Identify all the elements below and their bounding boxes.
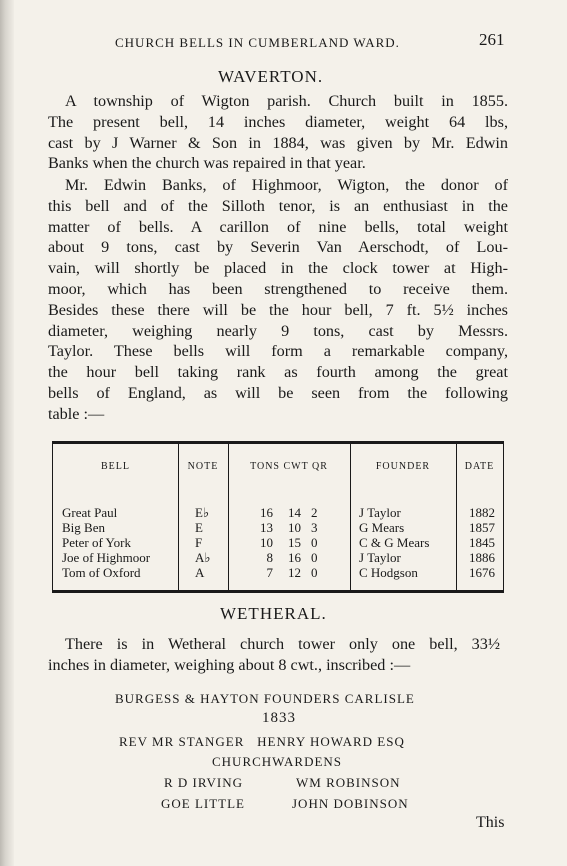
wetheral-paragraph: [48, 634, 500, 676]
table-cell-note: A: [195, 565, 205, 580]
table-cell-qr: 3: [311, 520, 318, 535]
header-bell: BELL: [101, 461, 130, 472]
header-tons-cwt-qr: TONS CWT QR: [250, 461, 328, 472]
table-cell-qr: 0: [311, 535, 318, 550]
table-cell-bell: Big Ben: [62, 520, 105, 535]
table-cell-founder: C & G Mears: [359, 535, 430, 550]
text-line: cast by J Warner & Son in 1884, was given by Mr. Edwin: [48, 133, 508, 152]
table-cell-date: 1882: [469, 505, 495, 520]
inscription-line: REV MR STANGER HENRY HOWARD ESQ: [119, 734, 405, 749]
text-line: Banks when the church was repaired in that year.: [48, 154, 366, 173]
table-cell-qr: 0: [311, 550, 318, 565]
table-cell-bell: Peter of York: [62, 535, 131, 550]
table-cell-qr: 2: [311, 505, 318, 520]
table-cell-date: 1886: [469, 550, 495, 565]
text-line: bells of England, as will be seen from the following: [48, 383, 508, 402]
text-line: inches in diameter, weighing about 8 cwt., inscribed :—: [48, 655, 411, 674]
table-cell-tons: 13: [260, 520, 273, 535]
table-cell-tons: 16: [260, 505, 273, 520]
table-cell-founder: J Taylor: [359, 505, 401, 520]
table-cell-founder: J Taylor: [359, 550, 401, 565]
bells-table: [52, 441, 504, 593]
waverton-paragraph-1: [48, 91, 508, 174]
text-line: Besides these there will be the hour bell, 7 ft. 5½ inches: [48, 300, 508, 319]
text-line: A township of Wigton parish. Church built in 1855.: [65, 92, 508, 110]
table-cell-note: E: [195, 520, 203, 535]
table-cell-bell: Great Paul: [62, 505, 118, 520]
text-line: diameter, weighing nearly 9 tons, cast by Messrs.: [48, 321, 508, 340]
inscription-name: JOHN DOBINSON: [292, 796, 409, 811]
text-line: The present bell, 14 inches diameter, weight 64 lbs,: [48, 112, 508, 131]
table-cell-bell: Joe of Highmoor: [62, 550, 151, 565]
text-line: table :—: [48, 404, 105, 423]
table-cell-cwt: 10: [288, 520, 301, 535]
text-line: Taylor. These bells will form a remarkable company,: [48, 342, 508, 361]
inscription-line: CHURCHWARDENS: [212, 754, 343, 769]
table-cell-tons: 7: [266, 565, 273, 580]
table-cell-cwt: 16: [288, 550, 301, 565]
table-cell-note: A♭: [195, 550, 211, 565]
table-cell-cwt: 12: [288, 565, 301, 580]
inscription-line: BURGESS & HAYTON FOUNDERS CARLISLE: [115, 691, 415, 706]
header-note: NOTE: [187, 461, 219, 472]
text-line: vain, will shortly be placed in the clock tower at High-: [48, 259, 508, 278]
inscription-name: R D IRVING: [164, 775, 244, 790]
text-line: There is in Wetheral church tower only one bell, 33½: [65, 635, 500, 653]
table-cell-qr: 0: [311, 565, 318, 580]
table-cell-cwt: 15: [288, 535, 301, 550]
header-founder: FOUNDER: [375, 461, 431, 472]
table-cell-tons: 10: [260, 535, 273, 550]
table-cell-bell: Tom of Oxford: [62, 565, 141, 580]
text-line: moor, which has been strengthened to receive them.: [48, 279, 508, 298]
section-title-wetheral: WETHERAL.: [220, 604, 327, 623]
text-line: this bell and of the Silloth tenor, is an enthusiast in the: [48, 196, 508, 215]
table-cell-date: 1845: [469, 535, 495, 550]
table-cell-note: E♭: [195, 505, 210, 520]
running-head: CHURCH BELLS IN CUMBERLAND WARD.: [115, 35, 400, 50]
table-cell-founder: G Mears: [359, 520, 405, 535]
catchword: This: [476, 814, 505, 831]
page-number: 261: [479, 30, 505, 49]
inscription-year: 1833: [262, 710, 296, 726]
inscription-name: GOE LITTLE: [161, 796, 246, 811]
table-cell-cwt: 14: [288, 505, 301, 520]
inscription-name: WM ROBINSON: [296, 775, 401, 790]
table-cell-tons: 8: [266, 550, 273, 565]
section-title-waverton: WAVERTON.: [218, 67, 324, 86]
table-cell-note: F: [195, 535, 203, 550]
header-date: DATE: [464, 461, 495, 472]
table-cell-date: 1676: [469, 565, 495, 580]
text-line: the hour bell taking rank as fourth among the great: [48, 363, 508, 382]
text-line: matter of bells. A carillon of nine bells, total weight: [48, 217, 508, 236]
waverton-paragraph-2: [48, 175, 508, 425]
table-cell-date: 1857: [469, 520, 495, 535]
text-line: about 9 tons, cast by Severin Van Aerschodt, of Lou-: [48, 238, 508, 257]
page-edge-shadow: [0, 0, 14, 866]
table-cell-founder: C Hodgson: [359, 565, 418, 580]
text-line: Mr. Edwin Banks, of Highmoor, Wigton, the donor of: [65, 176, 508, 194]
